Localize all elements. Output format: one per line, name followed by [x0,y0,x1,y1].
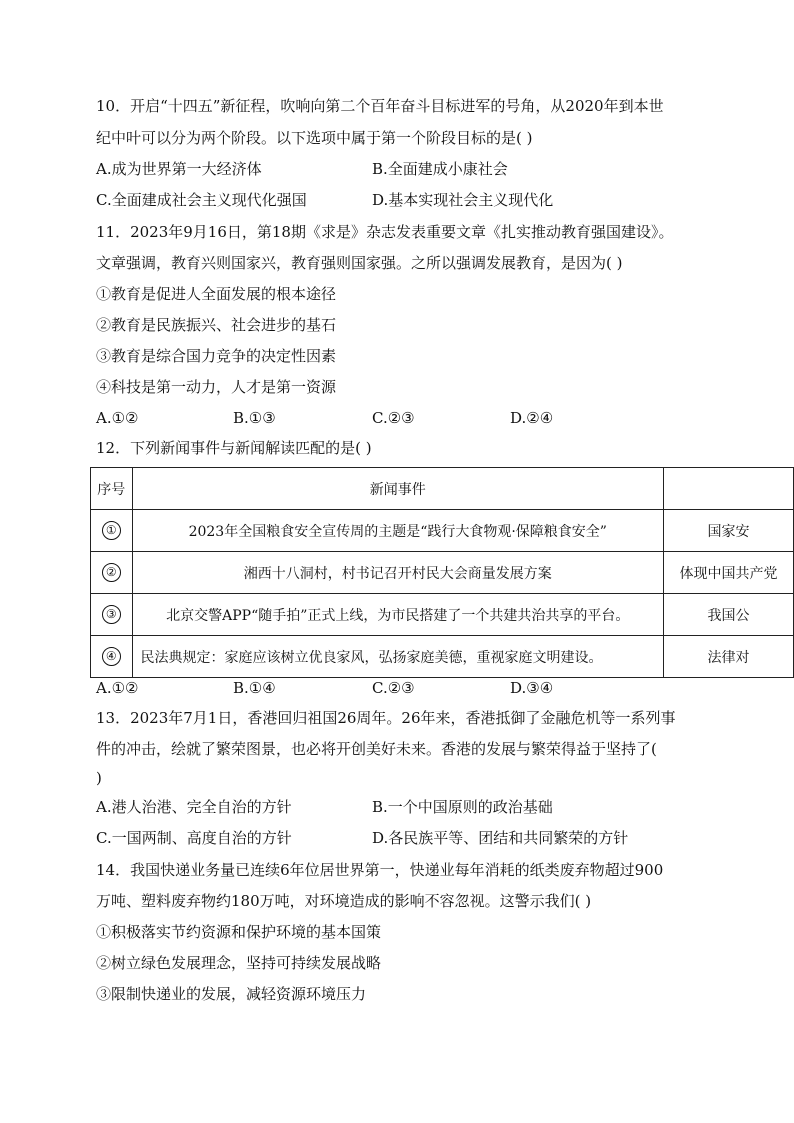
q11-item-3: ③教育是综合国力竞争的决定性因素 [96,347,337,365]
header-explain [664,468,794,510]
q12-stem: 12．下列新闻事件与新闻解读匹配的是( ) [96,439,372,457]
row-explain: 法律对 [664,636,794,678]
q12-option-b: B.①④ [233,679,276,697]
q14-item-3: ③限制快递业的发展，减轻资源环境压力 [96,985,367,1003]
q11-item-1: ①教育是促进人全面发展的根本途径 [96,285,337,303]
q10-option-b: B.全面建成小康社会 [372,160,508,178]
row-number: ③ [102,605,121,624]
table-row [91,552,794,594]
table-row [91,510,794,552]
q14-item-1: ①积极落实节约资源和保护环境的基本国策 [96,923,382,941]
news-table [90,467,794,678]
row-number: ② [102,563,121,582]
q10-option-c: C.全面建成社会主义现代化强国 [96,191,307,209]
q13-option-b: B.一个中国原则的政治基础 [372,798,553,816]
q10-stem-line2: 纪中叶可以分为两个阶段。以下选项中属于第一个阶段目标的是( ) [96,129,533,147]
row-explain: 国家安 [664,510,794,552]
table-header-row [91,468,794,510]
q10-option-a: A.成为世界第一大经济体 [96,160,262,178]
row-number: ④ [102,647,121,666]
q14-item-2: ②树立绿色发展理念，坚持可持续发展战略 [96,954,382,972]
row-explain: 我国公 [664,594,794,636]
q12-option-c: C.②③ [372,679,415,697]
q13-option-a: A.港人治港、完全自治的方针 [96,798,292,816]
row-number: ① [102,521,121,540]
q11-item-2: ②教育是民族振兴、社会进步的基石 [96,316,337,334]
q11-option-d: D.②④ [510,409,554,427]
row-event: 2023年全国粮食安全宣传周的主题是“践行大食物观·保障粮食安全” [132,510,663,552]
q10-stem-line1: 10．开启“十四五”新征程，吹响向第二个百年奋斗目标进军的号角，从2020年到本世 [96,97,664,115]
row-event: 北京交警APP“随手拍”正式上线，为市民搭建了一个共建共治共享的平台。 [132,594,663,636]
q11-option-c: C.②③ [372,409,415,427]
q12-option-a: A.①② [96,679,139,697]
header-no: 序号 [91,468,133,510]
header-event: 新闻事件 [132,468,663,510]
q13-option-c: C.一国两制、高度自治的方针 [96,829,292,847]
q11-stem-line1: 11．2023年9月16日，第18期《求是》杂志发表重要文章《扎实推动教育强国建设》。 [96,223,674,241]
table-row [91,594,794,636]
q11-item-4: ④科技是第一动力，人才是第一资源 [96,378,337,396]
q12-option-d: D.③④ [510,679,554,697]
row-event: 民法典规定：家庭应该树立优良家风，弘扬家庭美德，重视家庭文明建设。 [132,636,663,678]
q13-stem-line3: ) [96,769,102,787]
table-row [91,636,794,678]
q13-stem-line2: 件的冲击，绘就了繁荣图景，也必将开创美好未来。香港的发展与繁荣得益于坚持了( [96,740,657,758]
q11-option-a: A.①② [96,409,139,427]
q13-stem-line1: 13．2023年7月1日，香港回归祖国26周年。26年来，香港抵御了金融危机等一系列事 [96,709,676,727]
q10-option-d: D.基本实现社会主义现代化 [372,191,554,209]
row-event: 湘西十八洞村，村书记召开村民大会商量发展方案 [132,552,663,594]
q13-option-d: D.各民族平等、团结和共同繁荣的方针 [372,829,629,847]
q11-option-b: B.①③ [233,409,276,427]
q11-stem-line2: 文章强调，教育兴则国家兴，教育强则国家强。之所以强调发展教育，是因为( ) [96,254,623,272]
q14-stem-line2: 万吨、塑料废弃物约180万吨，对环境造成的影响不容忽视。这警示我们( ) [96,892,592,910]
q14-stem-line1: 14．我国快递业务量已连续6年位居世界第一，快递业每年消耗的纸类废弃物超过900 [96,861,664,879]
row-explain: 体现中国共产党 [664,552,794,594]
